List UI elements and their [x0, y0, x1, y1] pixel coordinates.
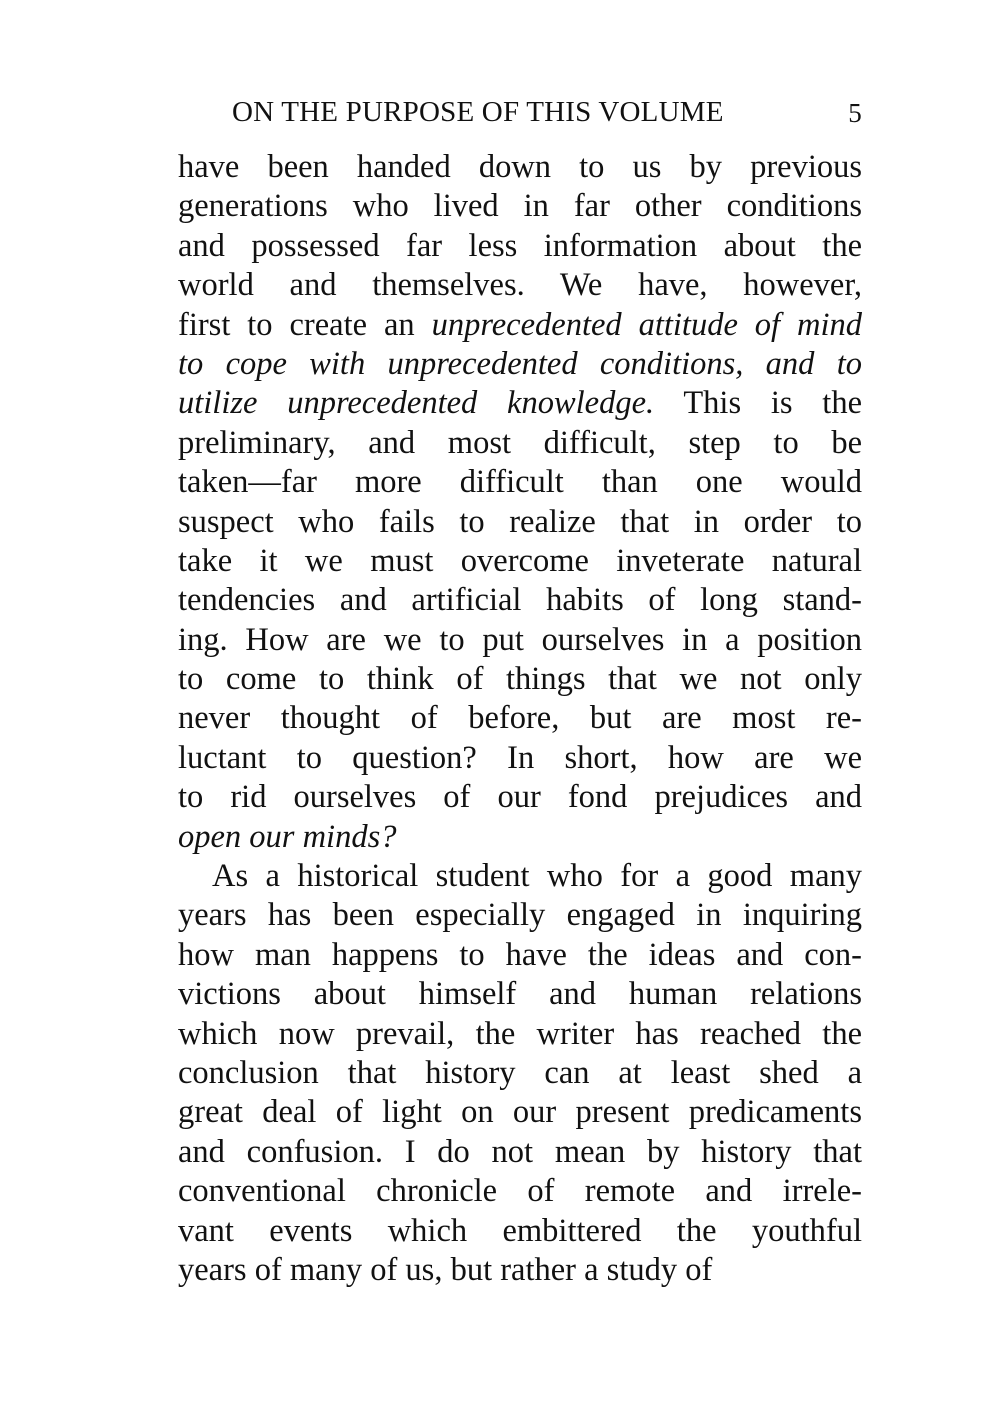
italic-text: open our minds? — [178, 818, 397, 855]
text-run: which now prevail, the writer has reached the — [178, 1015, 862, 1052]
text-run: ing. How are we to put ourselves in a position — [178, 621, 862, 658]
text-line — [178, 148, 862, 187]
text-line — [178, 581, 862, 620]
text-line — [178, 818, 862, 857]
text-run: and possessed far less information about the — [178, 227, 862, 264]
text-line — [178, 699, 862, 738]
text-run: have been handed down to us by previous — [178, 149, 862, 185]
text-run: victions about himself and human relations — [178, 976, 862, 1013]
running-head — [232, 96, 862, 136]
text-run: vant events which embittered the youthful — [178, 1212, 862, 1249]
text-run: years of many of us, but rather a study of — [178, 1251, 713, 1288]
text-line — [178, 1212, 862, 1251]
text-run: taken—far more difficult than one would — [178, 464, 862, 501]
text-line — [178, 503, 862, 542]
text-line — [178, 542, 862, 581]
text-line — [178, 345, 862, 384]
text-run: conclusion that history can at least shed a — [178, 1054, 862, 1091]
text-run: suspect who fails to realize that in order to — [178, 503, 862, 540]
text-run: generations who lived in far other conditions — [178, 188, 862, 225]
text-line — [178, 1093, 862, 1132]
text-line — [178, 187, 862, 226]
text-run: and confusion. I do not mean by history that — [178, 1133, 862, 1170]
text-run: This is the — [654, 385, 862, 422]
text-line — [178, 384, 862, 423]
text-run: world and themselves. We have, however, — [178, 267, 862, 304]
text-line — [178, 266, 862, 305]
text-line — [178, 1054, 862, 1093]
text-line — [178, 857, 862, 896]
text-run: great deal of light on our present predicaments — [178, 1094, 862, 1131]
text-run: preliminary, and most difficult, step to be — [178, 424, 862, 461]
italic-text: unprecedented attitude of mind — [431, 306, 863, 343]
text-run: how man happens to have the ideas and con- — [178, 936, 862, 973]
body-text — [178, 148, 862, 1290]
text-line — [178, 975, 862, 1014]
text-run: tendencies and artificial habits of long stand- — [178, 582, 862, 619]
text-run: to come to think of things that we not only — [178, 661, 862, 698]
text-run: years has been especially engaged in inquiring — [178, 897, 862, 934]
text-line — [178, 660, 862, 699]
paragraph — [178, 148, 862, 857]
text-run: first to create an — [178, 306, 432, 343]
text-line — [178, 936, 862, 975]
paragraph — [178, 857, 862, 1290]
text-line — [178, 896, 862, 935]
text-run: luctant to question? In short, how are we — [178, 739, 862, 776]
text-line — [178, 1251, 862, 1290]
text-run: to rid ourselves of our fond prejudices and — [178, 779, 862, 816]
page-number: 5 — [848, 98, 862, 128]
text-line — [178, 463, 862, 502]
text-line — [178, 739, 862, 778]
text-line — [178, 1015, 862, 1054]
text-line — [178, 1133, 862, 1172]
text-line — [178, 621, 862, 660]
text-line — [178, 778, 862, 817]
text-run: never thought of before, but are most re- — [178, 700, 862, 737]
italic-text: to cope with unprecedented conditions, and to — [178, 345, 862, 382]
running-title: ON THE PURPOSE OF THIS VOLUME — [232, 96, 724, 128]
text-line — [178, 227, 862, 266]
text-line — [178, 424, 862, 463]
italic-text: utilize unprecedented knowledge. — [178, 385, 655, 422]
text-run: conventional chronicle of remote and irrele- — [178, 1173, 862, 1210]
text-line — [178, 1172, 862, 1211]
text-run: As a historical student who for a good many — [212, 858, 862, 895]
text-run: take it we must overcome inveterate natural — [178, 542, 862, 579]
text-line — [178, 306, 862, 345]
